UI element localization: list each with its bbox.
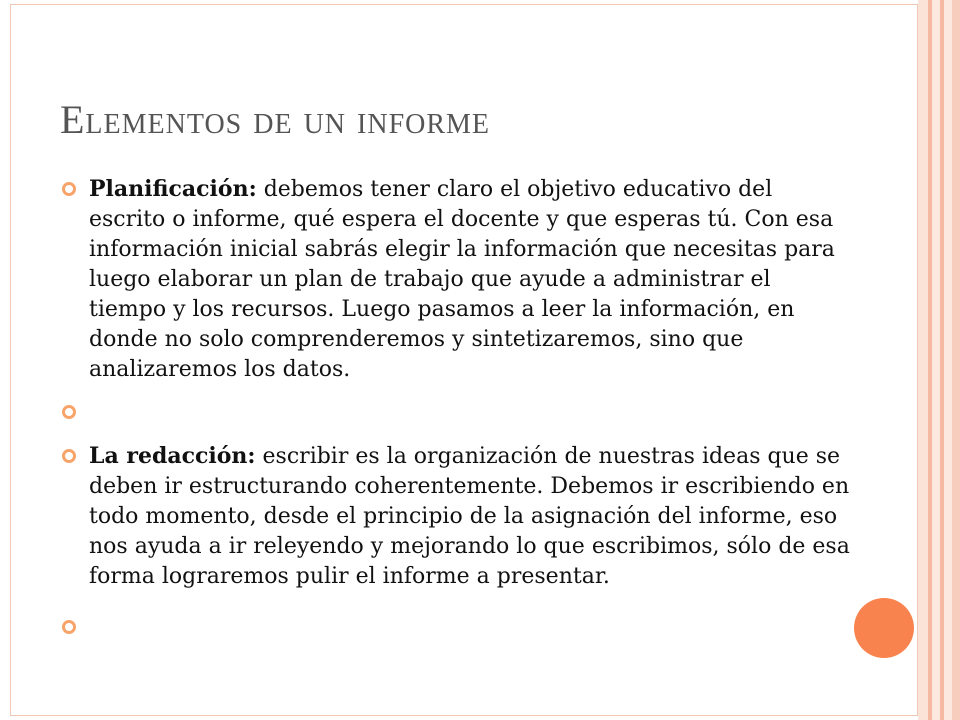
bullet-text: debemos tener claro el objetivo educativo del escrito o informe, qué espera el docente y que esperas tú. Con esa información inicial sabrás elegir la información que necesitas para luego elaborar un plan de trabajo que ayude a administrar el tiempo y los recursos. Luego pasamos a leer la información, en donde no solo comprenderemos y sintetizaremos, sino que analizaremos los datos.	[89, 177, 835, 382]
bullet-item-empty	[62, 397, 852, 427]
bullet-text: escribir es la organización de nuestras ideas que se deben ir estructurando coherentemente. Debemos ir escribiendo en todo momento, desde el principio de la asignación del informe, eso nos ayuda a ir releyendo y mejorando lo que escribimos, sólo de esa forma lograremos pulir el informe a presentar.	[89, 444, 850, 589]
bullet-term: Planificación:	[89, 176, 257, 202]
decorative-stripe	[918, 0, 928, 720]
decorative-circle	[854, 598, 914, 658]
bullet-icon	[62, 182, 76, 196]
bullet-icon	[62, 449, 76, 463]
decorative-stripe	[952, 0, 960, 720]
bullet-item-redaccion	[62, 441, 852, 592]
bullet-item-empty	[62, 612, 852, 642]
bullet-icon	[62, 620, 76, 634]
slide-title: Elementos de un informe	[60, 97, 491, 142]
bullet-list	[62, 174, 852, 642]
decorative-stripe	[932, 0, 940, 720]
bullet-term: La redacción:	[89, 443, 256, 469]
bullet-icon	[62, 405, 76, 419]
decorative-stripe	[944, 0, 952, 720]
bullet-item-planificacion	[62, 174, 852, 385]
